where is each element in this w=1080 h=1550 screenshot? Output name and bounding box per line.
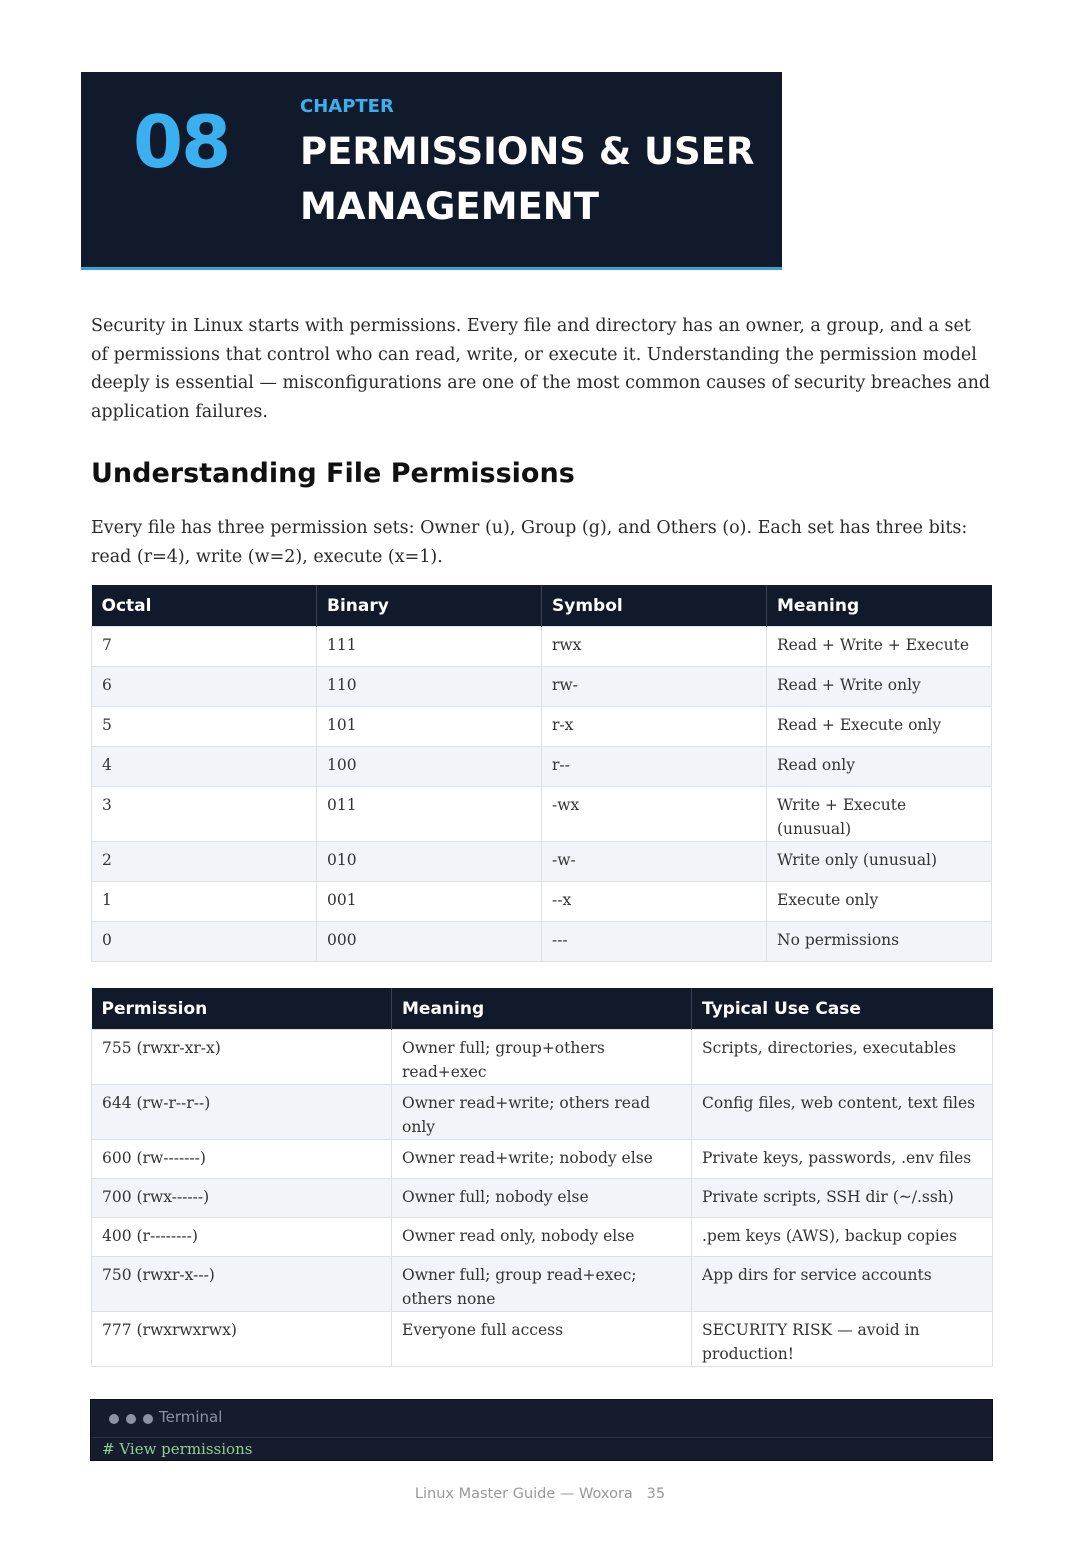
table-cell: Owner full; group read+exec; others none: [392, 1257, 692, 1312]
table-cell: Read + Execute only: [767, 707, 992, 747]
table-cell: Execute only: [767, 882, 992, 922]
table-row: [92, 1257, 993, 1312]
chapter-banner: [81, 72, 782, 270]
table-cell: 755 (rwxr-xr-x): [92, 1030, 392, 1085]
chapter-title: PERMISSIONS & USER MANAGEMENT: [300, 130, 755, 228]
table-cell: .pem keys (AWS), backup copies: [692, 1218, 993, 1257]
table-cell: App dirs for service accounts: [692, 1257, 993, 1312]
terminal-label: Terminal: [159, 1408, 223, 1426]
table-cell: rwx: [542, 627, 767, 667]
table-cell: Owner full; group+others read+exec: [392, 1030, 692, 1085]
window-dot-icon: [126, 1414, 136, 1424]
table-row: [92, 882, 992, 922]
table-cell: Owner read only, nobody else: [392, 1218, 692, 1257]
table-row: [92, 787, 992, 842]
table-cell: 001: [317, 882, 542, 922]
table-cell: 4: [92, 747, 317, 787]
table-header: Permission: [92, 988, 392, 1030]
table-cell: Read only: [767, 747, 992, 787]
table-cell: SECURITY RISK — avoid in production!: [692, 1312, 993, 1367]
chapter-number: 08: [133, 100, 230, 184]
table-cell: 111: [317, 627, 542, 667]
table-cell: Owner full; nobody else: [392, 1179, 692, 1218]
table-row: [92, 1312, 993, 1367]
table-cell: 010: [317, 842, 542, 882]
table-cell: --x: [542, 882, 767, 922]
window-dot-icon: [143, 1414, 153, 1424]
table-cell: 100: [317, 747, 542, 787]
table-cell: 3: [92, 787, 317, 842]
table-cell: 2: [92, 842, 317, 882]
table-header: Meaning: [392, 988, 692, 1030]
table-cell: Owner read+write; others read only: [392, 1085, 692, 1140]
table-cell: 400 (r--------): [92, 1218, 392, 1257]
table-cell: 101: [317, 707, 542, 747]
table-header: Symbol: [542, 585, 767, 627]
table-cell: Read + Write only: [767, 667, 992, 707]
table-cell: -w-: [542, 842, 767, 882]
table-row: [92, 1085, 993, 1140]
chapter-label: CHAPTER: [300, 96, 394, 117]
table-row: [92, 1140, 993, 1179]
table-cell: 700 (rwx------): [92, 1179, 392, 1218]
table-row: [92, 842, 992, 882]
table-cell: No permissions: [767, 922, 992, 962]
table-row: [92, 1030, 993, 1085]
page-footer: [0, 1486, 1080, 1502]
table-cell: 777 (rwxrwxrwx): [92, 1312, 392, 1367]
terminal-block: [90, 1399, 993, 1461]
table-cell: r--: [542, 747, 767, 787]
table-cell: Config files, web content, text files: [692, 1085, 993, 1140]
table-cell: Owner read+write; nobody else: [392, 1140, 692, 1179]
table-cell: 110: [317, 667, 542, 707]
table-row: [92, 1179, 993, 1218]
table-cell: 0: [92, 922, 317, 962]
table-cell: Everyone full access: [392, 1312, 692, 1367]
table-cell: 644 (rw-r--r--): [92, 1085, 392, 1140]
table-row: [92, 707, 992, 747]
table-row: [92, 747, 992, 787]
table-cell: 750 (rwxr-x---): [92, 1257, 392, 1312]
table-cell: Read + Write + Execute: [767, 627, 992, 667]
octal-permissions-table: [91, 585, 992, 962]
table-row: [92, 922, 992, 962]
table-row: [92, 667, 992, 707]
footer-text: Linux Master Guide — Woxora: [414, 1486, 633, 1502]
table-cell: 000: [317, 922, 542, 962]
terminal-titlebar: [91, 1400, 992, 1438]
table-cell: -wx: [542, 787, 767, 842]
table-cell: Scripts, directories, executables: [692, 1030, 993, 1085]
table-header: Meaning: [767, 585, 992, 627]
window-dot-icon: [109, 1414, 119, 1424]
table-row: [92, 1218, 993, 1257]
table-row: [92, 627, 992, 667]
table-cell: rw-: [542, 667, 767, 707]
table-cell: r-x: [542, 707, 767, 747]
table-cell: Private keys, passwords, .env files: [692, 1140, 993, 1179]
table-header: Typical Use Case: [692, 988, 993, 1030]
terminal-comment: # View permissions: [102, 1440, 253, 1458]
table-cell: 600 (rw-------): [92, 1140, 392, 1179]
common-permissions-table: [91, 988, 993, 1367]
section-text: Every file has three permission sets: Owner (u), Group (g), and Others (o). Each set has three bits: read (r=4), write (w=2), execute (x=1).: [91, 518, 968, 567]
table-cell: 6: [92, 667, 317, 707]
table-cell: ---: [542, 922, 767, 962]
intro-paragraph: Security in Linux starts with permissions. Every file and directory has an owner, a group, and a set of permissions that control who can read, write, or execute it. Understanding the permission model deeply is essential — misconfigurations are one of the most common causes of security breaches and application failures.: [91, 316, 991, 422]
section-heading: Understanding File Permissions: [91, 458, 575, 489]
table-cell: Write only (unusual): [767, 842, 992, 882]
table-header: Octal: [92, 585, 317, 627]
table-header: Binary: [317, 585, 542, 627]
table-cell: 1: [92, 882, 317, 922]
table-cell: 7: [92, 627, 317, 667]
page-number: 35: [646, 1486, 666, 1502]
table-cell: Private scripts, SSH dir (~/.ssh): [692, 1179, 993, 1218]
table-cell: Write + Execute (unusual): [767, 787, 992, 842]
table-cell: 011: [317, 787, 542, 842]
table-cell: 5: [92, 707, 317, 747]
